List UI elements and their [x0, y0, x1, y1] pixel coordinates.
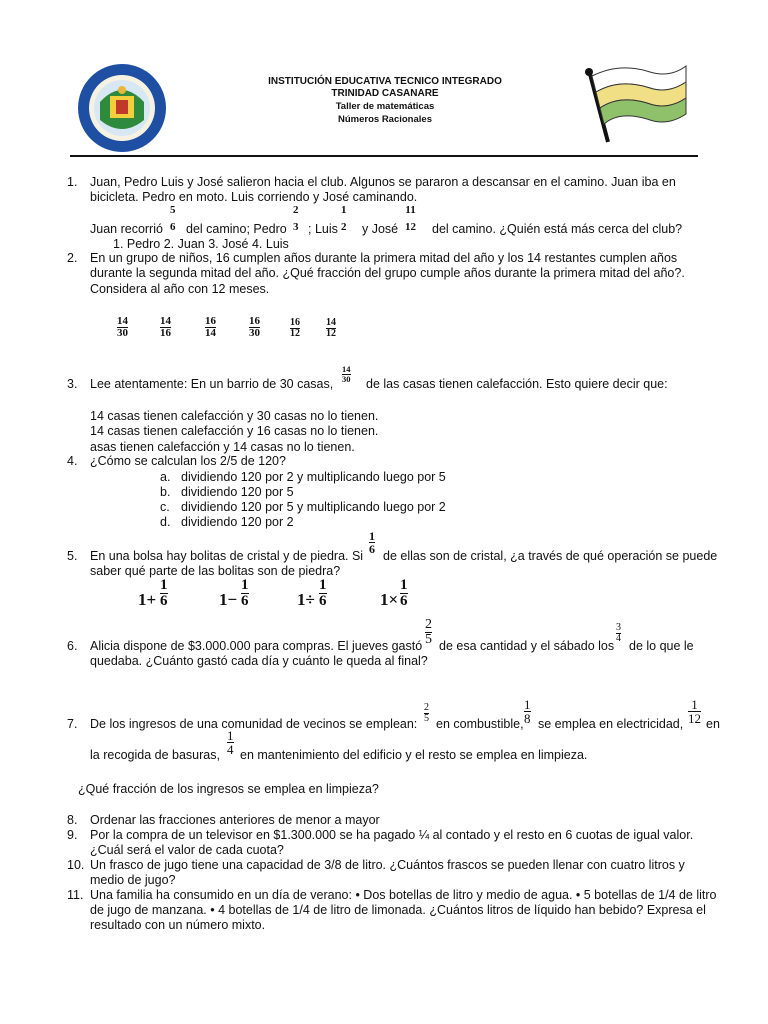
q7-fraction-3: 1 12: [688, 697, 701, 726]
q8-text: Ordenar las fracciones anteriores de menor a mayor: [90, 813, 380, 827]
q4-option-c-key: c.: [160, 500, 170, 514]
q3-option-3: asas tienen calefacción y 14 casas no lo tienen.: [90, 440, 355, 454]
header-divider: [70, 155, 698, 157]
q2-choice-2: 14 16: [160, 315, 171, 339]
q11-line1: Una familia ha consumido en un día de verano: • Dos botellas de litro y medio de agua. • 5 botellas de 1/4 de litro: [90, 888, 717, 902]
q4-number: 4.: [67, 454, 78, 468]
q1-text-a: Juan recorrió: [90, 222, 163, 236]
q5-op-2-lhs: 1−: [219, 590, 238, 609]
q1-fraction-luis: 1 2: [341, 204, 347, 233]
q9-line1: Por la compra de un televisor en $1.300.000 se ha pagado ¼ al contado y el resto en 6 cuotas de igual valor.: [90, 828, 694, 842]
q2-choice-4: 16 30: [249, 315, 260, 339]
q2-line2: durante la segunda mitad del año. ¿Qué fracción del grupo cumple años durante la primera mitad del año?.: [90, 266, 685, 280]
q4-option-b: dividiendo 120 por 5: [181, 485, 294, 499]
q4-text: ¿Cómo se calculan los 2/5 de 120?: [90, 454, 286, 468]
q7-fraction-2: 1 8: [524, 697, 531, 726]
q3-text-b: de las casas tienen calefacción. Esto quiere decir que:: [366, 377, 668, 391]
q4-option-d-key: d.: [160, 515, 171, 529]
q7-text-a: De los ingresos de una comunidad de vecinos se emplean:: [90, 717, 418, 731]
topic-title: Números Racionales: [338, 114, 432, 125]
q1-line1: Juan, Pedro Luis y José salieron hacia el club. Algunos se pararon a descansar en el camino. Juan iba en: [90, 175, 676, 189]
q5-fraction: 1 6: [369, 529, 375, 556]
q7-question: ¿Qué fracción de los ingresos se emplea en limpieza?: [78, 782, 379, 796]
q3-option-1: 14 casas tienen calefacción y 30 casas no lo tienen.: [90, 409, 379, 423]
q3-fraction: 14 30: [342, 364, 351, 384]
q6-text-b: de esa cantidad y el sábado los: [439, 639, 615, 653]
q3-text-a: Lee atentamente: En un barrio de 30 casas,: [90, 377, 334, 391]
school-town: TRINIDAD CASANARE: [331, 88, 439, 99]
q5-text-b: de ellas son de cristal, ¿a través de qué operación se puede: [383, 549, 718, 563]
q4-option-a: dividiendo 120 por 2 y multiplicando luego por 5: [181, 470, 446, 484]
q6-line2: quedaba. ¿Cuánto gastó cada día y cuánto le queda al final?: [90, 654, 428, 668]
q4-option-b-key: b.: [160, 485, 171, 499]
q9-line2: ¿Cuál será el valor de cada cuota?: [90, 843, 284, 857]
q7-fraction-1: 2 5: [424, 702, 429, 724]
q6-text-a: Alicia dispone de $3.000.000 para compras. El jueves gastó: [90, 639, 423, 653]
q7-text-e: la recogida de basuras,: [90, 748, 220, 762]
school-name: INSTITUCIÓN EDUCATIVA TECNICO INTEGRADO: [268, 76, 502, 87]
q11-line3: resultado con un número mixto.: [90, 918, 266, 932]
q10-number: 10.: [67, 858, 85, 872]
q3-number: 3.: [67, 377, 78, 391]
q11-line2: de jugo de manzana. • 4 botellas de 1/4 de litro de limonada. ¿Cuántos litros de líquido han bebido? Expresa el: [90, 903, 706, 917]
q5-op-1-lhs: 1+: [138, 590, 157, 609]
q11-number: 11.: [67, 888, 84, 902]
q2-choice-6: 14 12: [326, 317, 336, 339]
q2-choice-3: 16 14: [205, 315, 216, 339]
q4-option-c: dividiendo 120 por 5 y multiplicando luego por 2: [181, 500, 446, 514]
q1-options: 1. Pedro 2. Juan 3. José 4. Luis: [113, 237, 289, 251]
q1-text-b: del camino; Pedro: [186, 222, 287, 236]
q2-number: 2.: [67, 251, 78, 265]
q2-line3: Considera al año con 12 meses.: [90, 282, 270, 296]
q5-op-4-lhs: 1×: [380, 590, 399, 609]
q2-choice-5: 16 12: [290, 317, 300, 339]
q1-text-e: del camino. ¿Quién está más cerca del club?: [432, 222, 683, 236]
q5-op-4-frac: 1 6: [400, 577, 408, 609]
q1-number: 1.: [67, 175, 78, 189]
q1-line2: bicicleta. Pedro en moto. Luis corriendo y José caminando.: [90, 190, 418, 204]
q1-text-d: y José: [362, 222, 399, 236]
q4-option-a-key: a.: [160, 470, 171, 484]
q1-text-c: ; Luis: [308, 222, 338, 236]
q7-text-d: en: [706, 717, 720, 731]
q6-fraction-2: 3 4: [616, 622, 621, 644]
q5-op-3-frac: 1 6: [319, 577, 327, 609]
q6-number: 6.: [67, 639, 78, 653]
q5-line2: saber qué parte de las bolitas son de piedra?: [90, 564, 341, 578]
q5-text-a: En una bolsa hay bolitas de cristal y de piedra. Si: [90, 549, 364, 563]
q6-fraction-1: 2 5: [425, 617, 432, 647]
q2-choice-1: 14 30: [117, 315, 128, 339]
q8-number: 8.: [67, 813, 78, 827]
q5-op-1-frac: 1 6: [160, 577, 168, 609]
q7-text-f: en mantenimiento del edificio y el resto se emplea en limpieza.: [240, 748, 588, 762]
q7-fraction-4: 1 4: [227, 728, 234, 757]
q9-number: 9.: [67, 828, 78, 842]
q10-line1: Un frasco de jugo tiene una capacidad de 3/8 de litro. ¿Cuántos frascos se pueden llenar con cuatro litros y: [90, 858, 685, 872]
q4-option-d: dividiendo 120 por 2: [181, 515, 294, 529]
q5-op-3-lhs: 1÷: [297, 590, 315, 609]
q7-text-c: se emplea en electricidad,: [538, 717, 684, 731]
q2-line1: En un grupo de niños, 16 cumplen años durante la primera mitad del año y los 14 restantes cumplen años: [90, 251, 678, 265]
school-seal: [76, 62, 168, 154]
q5-number: 5.: [67, 549, 78, 563]
workshop-title: Taller de matemáticas: [335, 101, 435, 112]
q10-line2: medio de jugo?: [90, 873, 176, 887]
q1-fraction-juan: 5 6: [170, 204, 176, 233]
q7-number: 7.: [67, 717, 78, 731]
flag-icon: [580, 62, 690, 154]
q3-option-2: 14 casas tienen calefacción y 16 casas no lo tienen.: [90, 424, 379, 438]
q6-text-c: de lo que le: [629, 639, 694, 653]
q1-fraction-pedro: 2 3: [293, 204, 299, 233]
q7-text-b: en combustible,: [436, 717, 524, 731]
q5-op-2-frac: 1 6: [241, 577, 249, 609]
q1-fraction-jose: 11 12: [405, 204, 416, 233]
